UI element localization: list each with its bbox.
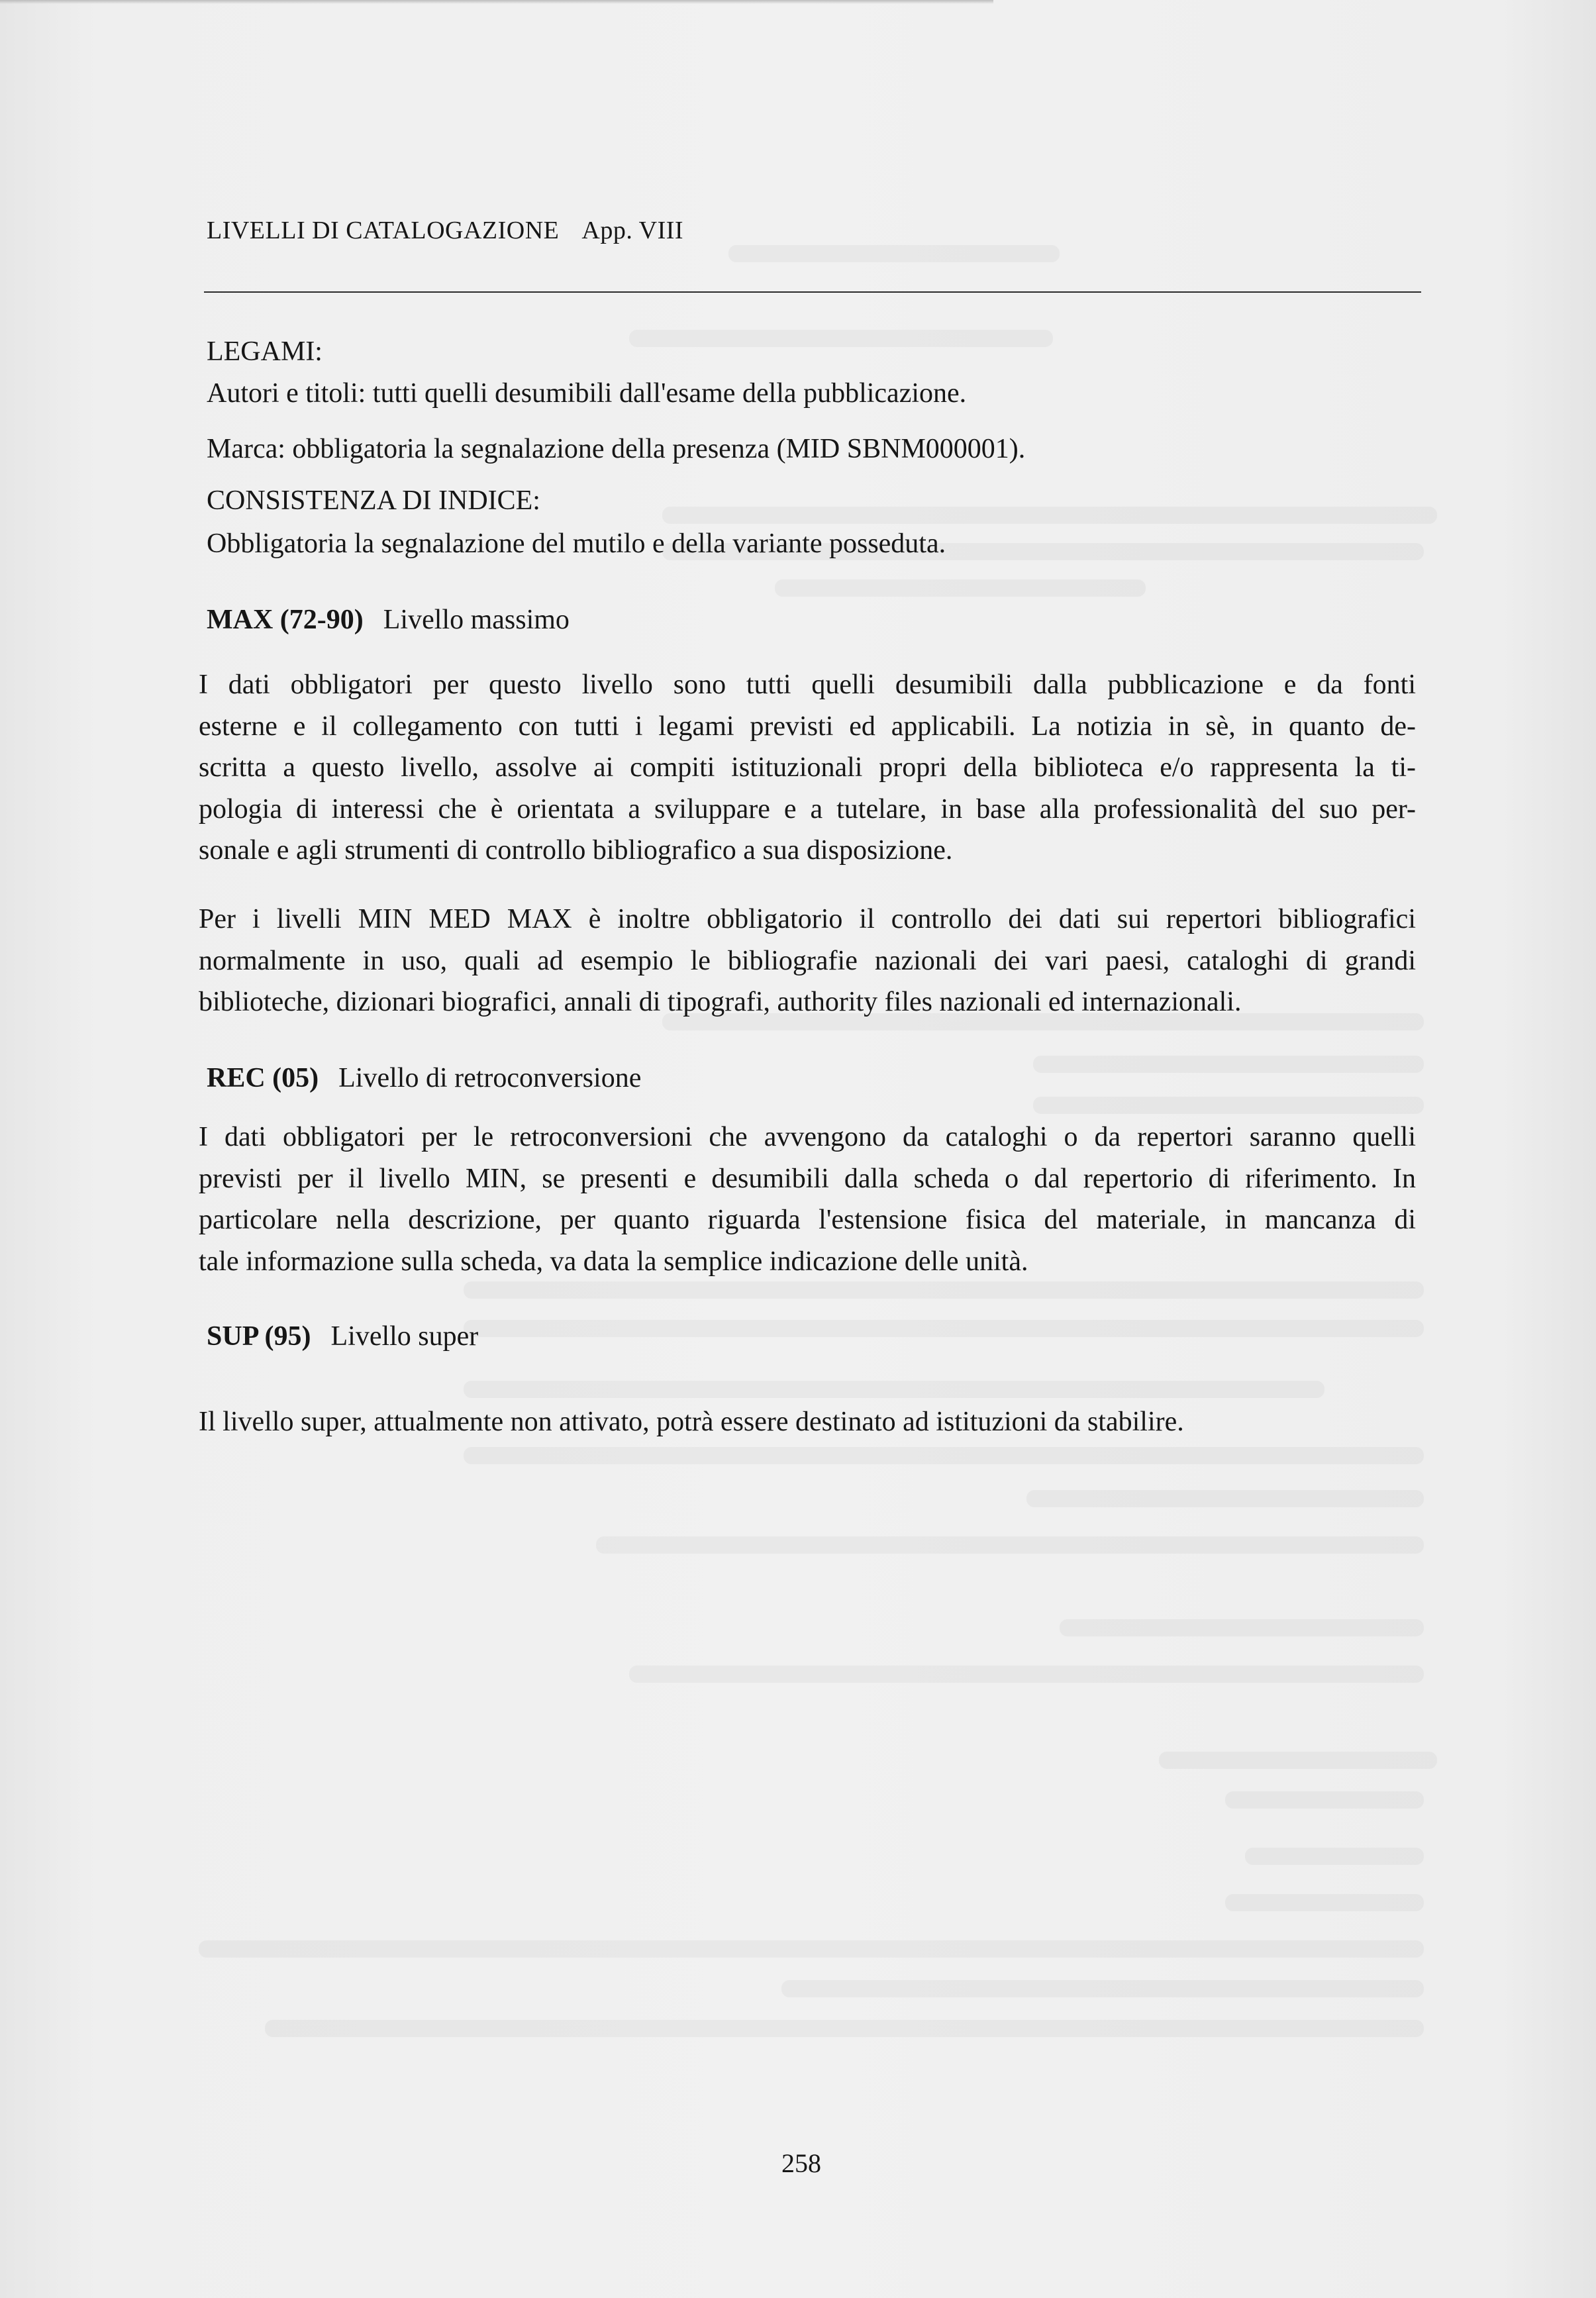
scan-edge-shadow <box>0 0 993 4</box>
header-rule <box>204 291 1421 293</box>
sup-label: Livello super <box>330 1321 479 1352</box>
running-head-appendix: App. VIII <box>581 217 684 244</box>
max-code: MAX (72-90) <box>207 605 364 635</box>
running-head-title: LIVELLI DI CATALOGAZIONE <box>207 217 560 244</box>
max-line: pologia di interessi che è orientata a sviluppare e a tutelare, in base alla professionalità del suo per- <box>199 793 1416 824</box>
max-line: I dati obbligatori per questo livello sono tutti quelli desumibili dalla pubblicazione e da fonti <box>199 670 1416 700</box>
rec-heading <box>207 1062 641 1094</box>
max-line: esterne e il collegamento con tutti i legami previsti ed applicabili. La notizia in sè, in quanto de- <box>199 711 1416 742</box>
max-extra-line: Per i livelli MIN MED MAX è inoltre obbligatorio il controllo dei dati sui repertori bibliografici <box>199 904 1416 934</box>
sup-text: Il livello super, attualmente non attivato, potrà essere destinato ad istituzioni da stabilire. <box>199 1407 1184 1437</box>
rec-line: tale informazione sulla scheda, va data la semplice indicazione delle unità. <box>199 1246 1028 1277</box>
max-line: scritta a questo livello, assolve ai compiti istituzionali propri della biblioteca e/o rappresenta la ti- <box>199 752 1416 783</box>
rec-line: previsti per il livello MIN, se presenti e desumibili dalla scheda o dal repertorio di riferimento. In <box>199 1163 1416 1194</box>
running-head <box>207 216 683 245</box>
legami-heading: LEGAMI: <box>207 336 323 367</box>
max-line: sonale e agli strumenti di controllo bibliografico a sua disposizione. <box>199 835 953 866</box>
legami-mark: Marca: obbligatoria la segnalazione della presenza (MID SBNM000001). <box>207 434 1026 464</box>
max-extra-paragraph <box>199 899 1416 1023</box>
max-label: Livello massimo <box>383 605 570 635</box>
rec-label: Livello di retroconversione <box>338 1063 642 1093</box>
legami-authors: Autori e titoli: tutti quelli desumibili dall'esame della pubblicazione. <box>207 378 967 409</box>
rec-line: I dati obbligatori per le retroconversioni che avvengono da cataloghi o da repertori saranno quelli <box>199 1122 1416 1152</box>
sup-code: SUP (95) <box>207 1321 311 1352</box>
max-paragraph <box>199 664 1416 872</box>
max-heading <box>207 604 570 636</box>
rec-paragraph <box>199 1117 1416 1282</box>
consistenza-heading: CONSISTENZA DI INDICE: <box>207 485 540 516</box>
rec-line: particolare nella descrizione, per quanto riguarda l'estensione fisica del materiale, in mancanza di <box>199 1205 1416 1235</box>
rec-code: REC (05) <box>207 1063 319 1093</box>
max-extra-line: biblioteche, dizionari biografici, annali di tipografi, authority files nazionali ed internazionali. <box>199 987 1242 1017</box>
sup-heading <box>207 1321 478 1352</box>
max-extra-line: normalmente in uso, quali ad esempio le bibliografie nazionali dei vari paesi, cataloghi di grandi <box>199 945 1416 976</box>
consistenza-text: Obbligatoria la segnalazione del mutilo e della variante posseduta. <box>207 528 946 559</box>
page-number: 258 <box>781 2148 821 2178</box>
